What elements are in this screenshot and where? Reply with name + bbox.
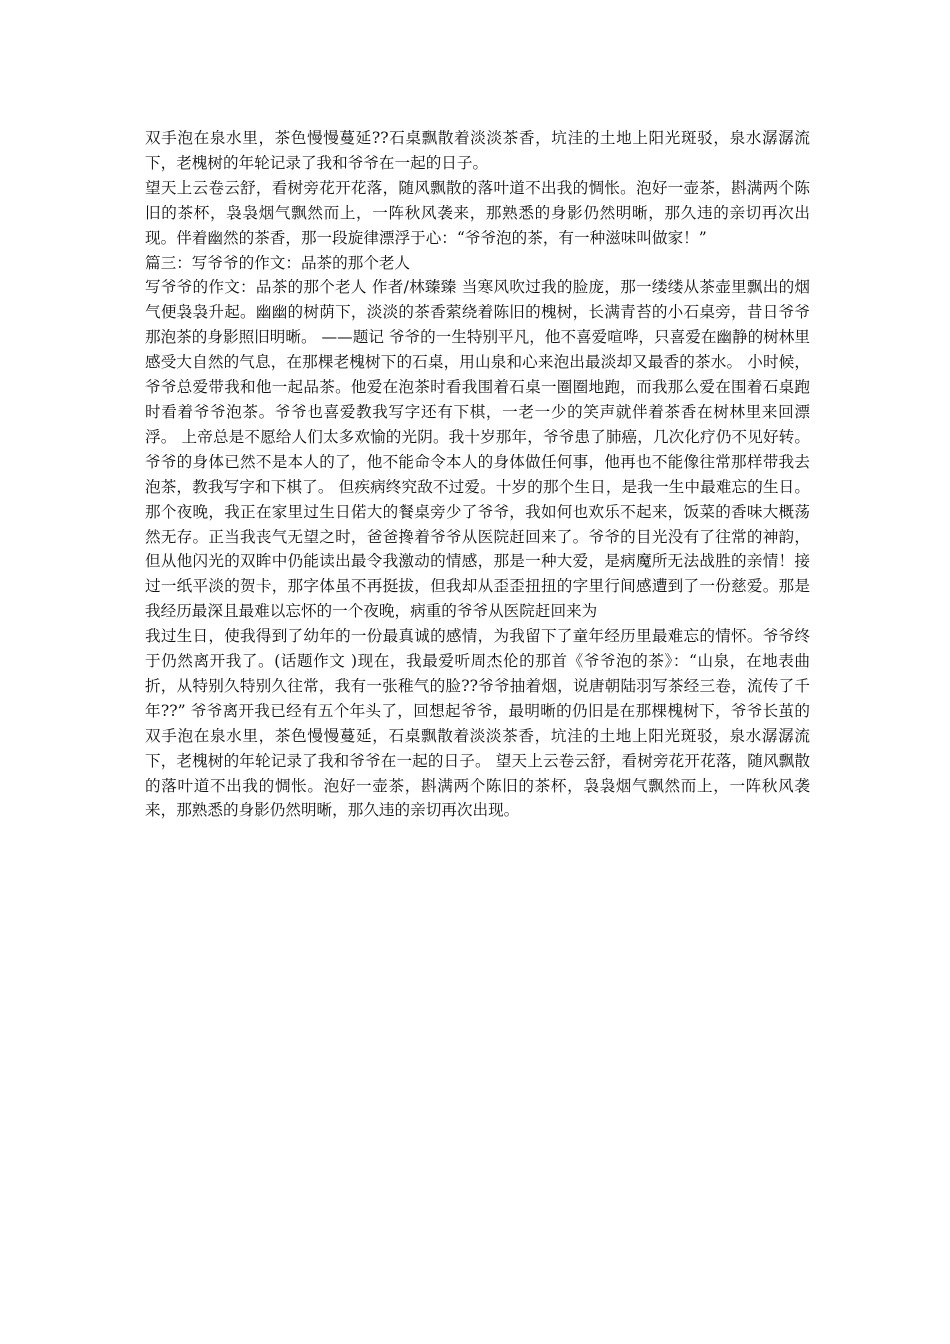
document-body — [145, 126, 810, 823]
paragraph-essay-main: 写爷爷的作文：品茶的那个老人 作者/林臻臻 当寒风吹过我的脸庞，那一缕缕从茶壶里飘出的烟气便袅袅升起。幽幽的树荫下，淡淡的茶香萦绕着陈旧的槐树，长满青苔的小石桌旁，昔日爷爷那泡茶的身影照旧明晰。 ——题记 爷爷的一生特别平凡，他不喜爱喧哗，只喜爱在幽静的树林里感受大自然的气息，在那棵老槐树下的石桌，用山泉和心来泡出最淡却又最香的茶水。 小时候，爷爷总爱带我和他一起品茶。他爱在泡茶时看我围着石桌一圈圈地跑，而我那么爱在围着石桌跑时看着爷爷泡茶。爷爷也喜爱教我写字还有下棋，一老一少的笑声就伴着茶香在树林里来回漂浮。 上帝总是不愿给人们太多欢愉的光阴。我十岁那年，爷爷患了肺癌，几次化疗仍不见好转。爷爷的身体已然不是本人的了，他不能命令本人的身体做任何事，他再也不能像往常那样带我去泡茶，教我写字和下棋了。 但疾病终究敌不过爱。十岁的那个生日，是我一生中最难忘的生日。那个夜晚，我正在家里过生日偌大的餐桌旁少了爷爷，我如何也欢乐不起来，饭菜的香味大概荡然无存。正当我丧气无望之时，爸爸搀着爷爷从医院赶回来了。爷爷的目光没有了往常的神韵，但从他闪光的双眸中仍能读出最令我激动的情感，那是一种大爱，是病魔所无法战胜的亲情！接过一纸平淡的贺卡，那字体虽不再挺拔，但我却从歪歪扭扭的字里行间感遭到了一份慈爱。那是我经历最深且最难以忘怀的一个夜晚，病重的爷爷从医院赶回来为 — [145, 278, 810, 621]
paragraph-essay-ending: 我过生日，使我得到了幼年的一份最真诚的感情，为我留下了童年经历里最难忘的情怀。爷爷终于仍然离开我了。(话题作文 )现在，我最爱听周杰伦的那首《爷爷泡的茶》：“山泉，在地表曲折，从特别久特别久往常，我有一张稚气的脸??爷爷抽着烟，说唐朝陆羽写茶经三卷，流传了千年??” 爷爷离开我已经有五个年头了，回想起爷爷，最明晰的仍旧是在那棵槐树下，爷爷长茧的双手泡在泉水里，茶色慢慢蔓延，石桌飘散着淡淡茶香，坑洼的土地上阳光斑驳，泉水潺潺流下，老槐树的年轮记录了我和爷爷在一起的日子。 望天上云卷云舒，看树旁花开花落，随风飘散的落叶道不出我的惆怅。泡好一壶茶，斟满两个陈旧的茶杯，袅袅烟气飘然而上，一阵秋风袭来，那熟悉的身影仍然明晰，那久违的亲切再次出现。 — [145, 627, 810, 820]
paragraph-continuation: 双手泡在泉水里，茶色慢慢蔓延??石桌飘散着淡淡茶香，坑洼的土地上阳光斑驳，泉水潺潺流下，老槐树的年轮记录了我和爷爷在一起的日子。 — [145, 129, 810, 172]
section-heading: 篇三：写爷爷的作文：品茶的那个老人 — [145, 253, 411, 272]
paragraph-tea-memory: 望天上云卷云舒，看树旁花开花落，随风飘散的落叶道不出我的惆怅。泡好一壶茶，斟满两个陈旧的茶杯，袅袅烟气飘然而上，一阵秋风袭来，那熟悉的身影仍然明晰，那久违的亲切再次出现。伴着幽然的茶香，那一段旋律漂浮于心：“爷爷泡的茶，有一种滋味叫做家！” — [145, 178, 810, 247]
